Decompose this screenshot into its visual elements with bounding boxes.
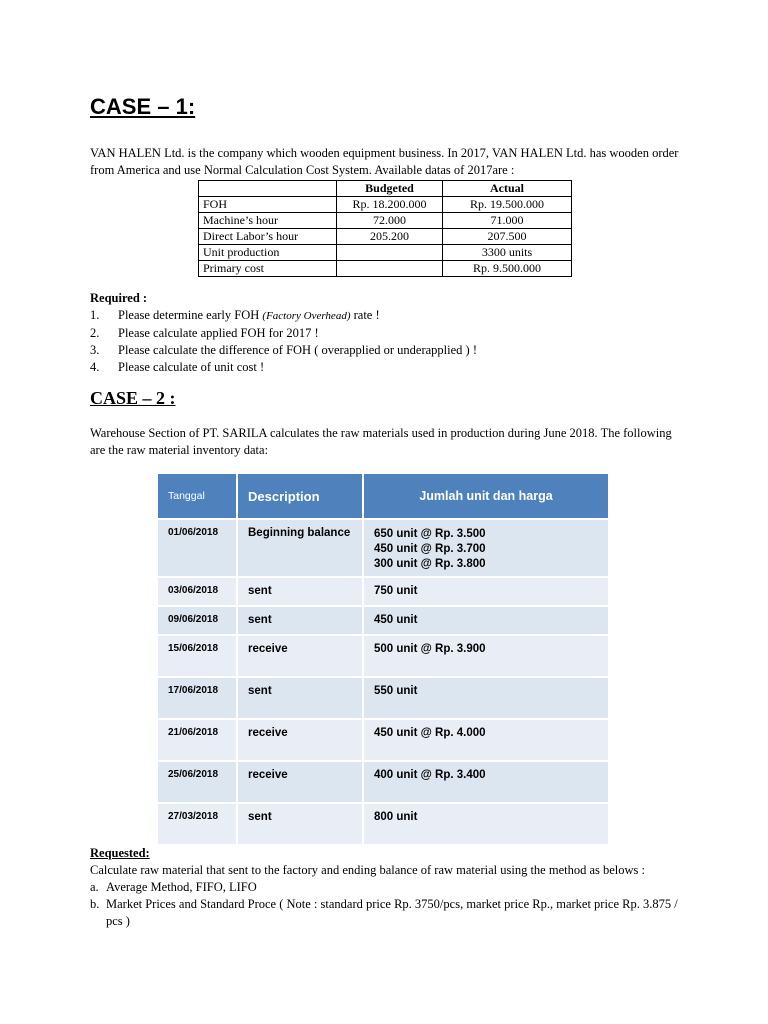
row-date: 15/06/2018 [158, 636, 238, 678]
list-item [90, 359, 477, 376]
row-description: receive [238, 720, 364, 762]
qty-line: 450 unit @ Rp. 3.700 [374, 543, 486, 555]
required-section [90, 290, 477, 376]
table-row [158, 636, 608, 678]
row-date: 27/03/2018 [158, 804, 238, 846]
row-description: receive [238, 636, 364, 678]
row-quantity: 400 unit @ Rp. 3.400 [364, 762, 608, 804]
row-description: sent [238, 578, 364, 607]
foh-header-actual: Actual [443, 181, 572, 197]
row-quantity: 800 unit [364, 804, 608, 846]
row-quantity: 750 unit [364, 578, 608, 607]
requested-title: Requested: [90, 846, 150, 860]
list-item [90, 325, 477, 342]
row-budgeted [337, 261, 443, 277]
row-quantity: 550 unit [364, 678, 608, 720]
table-row [199, 261, 572, 277]
foh-header-empty [199, 181, 337, 197]
row-actual: Rp. 9.500.000 [443, 261, 572, 277]
item-text: Please calculate the difference of FOH ( overapplied or underapplied ) ! [118, 343, 477, 357]
item-text: Market Prices and Standard Proce ( Note : standard price Rp. 3750/pcs, market price Rp., market price Rp. 3.875 / pcs ) [106, 897, 678, 928]
item-number: 3. [90, 343, 100, 357]
table-row [158, 678, 608, 720]
row-date: 01/06/2018 [158, 520, 238, 578]
row-description: sent [238, 678, 364, 720]
row-label: FOH [199, 197, 337, 213]
row-quantity: 500 unit @ Rp. 3.900 [364, 636, 608, 678]
case2-title: CASE – 2 : [90, 388, 176, 408]
table-row [199, 213, 572, 229]
foh-header-budgeted: Budgeted [337, 181, 443, 197]
table-row [158, 720, 608, 762]
row-budgeted: 205.200 [337, 229, 443, 245]
table-row [199, 229, 572, 245]
inventory-table [158, 474, 608, 846]
case2-intro: Warehouse Section of PT. SARILA calculates the raw materials used in production during June 2018. The following are the raw material inventory data: [90, 426, 672, 457]
row-label: Primary cost [199, 261, 337, 277]
list-item [90, 307, 477, 325]
requested-section [90, 845, 690, 930]
header-quantity: Jumlah unit dan harga [364, 474, 608, 520]
requested-list [90, 879, 690, 930]
case1-title: CASE – 1: [90, 94, 196, 119]
required-list [90, 307, 477, 376]
row-budgeted: 72.000 [337, 213, 443, 229]
row-date: 17/06/2018 [158, 678, 238, 720]
item-text: Average Method, FIFO, LIFO [106, 880, 257, 894]
list-item [90, 896, 690, 930]
table-row [199, 197, 572, 213]
item-letter: b. [90, 897, 100, 911]
table-row [158, 520, 608, 578]
table-row [158, 607, 608, 636]
row-actual: 207.500 [443, 229, 572, 245]
item-number: 2. [90, 326, 100, 340]
row-description: sent [238, 607, 364, 636]
item-text-before: Please determine early FOH [118, 308, 263, 322]
row-quantity: 450 unit [364, 607, 608, 636]
inventory-header [158, 474, 608, 520]
row-actual: 3300 units [443, 245, 572, 261]
item-number: 4. [90, 360, 100, 374]
table-row [199, 245, 572, 261]
foh-note: (Factory Overhead) [262, 310, 351, 322]
requested-intro: Calculate raw material that sent to the factory and ending balance of raw material using the method as belows : [90, 863, 646, 877]
foh-table-header [199, 181, 572, 197]
row-label: Direct Labor’s hour [199, 229, 337, 245]
table-row [158, 762, 608, 804]
header-date: Tanggal [158, 474, 238, 520]
row-description: Beginning balance [238, 520, 364, 578]
list-item [90, 342, 477, 359]
row-budgeted: Rp. 18.200.000 [337, 197, 443, 213]
header-description: Description [238, 474, 364, 520]
item-letter: a. [90, 880, 99, 894]
table-row [158, 804, 608, 846]
row-actual: Rp. 19.500.000 [443, 197, 572, 213]
list-item [90, 879, 690, 896]
row-quantity [364, 520, 608, 578]
item-text: Please calculate applied FOH for 2017 ! [118, 326, 319, 340]
row-label: Machine’s hour [199, 213, 337, 229]
qty-line: 300 unit @ Rp. 3.800 [374, 558, 486, 570]
item-number: 1. [90, 308, 100, 322]
row-date: 21/06/2018 [158, 720, 238, 762]
row-quantity: 450 unit @ Rp. 4.000 [364, 720, 608, 762]
row-label: Unit production [199, 245, 337, 261]
row-description: receive [238, 762, 364, 804]
row-date: 25/06/2018 [158, 762, 238, 804]
item-text: Please calculate of unit cost ! [118, 360, 265, 374]
qty-line: 650 unit @ Rp. 3.500 [374, 528, 486, 540]
row-date: 03/06/2018 [158, 578, 238, 607]
table-row [158, 578, 608, 607]
row-description: sent [238, 804, 364, 846]
row-date: 09/06/2018 [158, 607, 238, 636]
row-actual: 71.000 [443, 213, 572, 229]
case1-intro: VAN HALEN Ltd. is the company which wooden equipment business. In 2017, VAN HALEN Ltd. has wooden order from America and use Normal Calculation Cost System. Available datas of 2017are : [90, 146, 679, 177]
row-budgeted [337, 245, 443, 261]
foh-table [198, 180, 572, 277]
item-text-after: rate ! [350, 308, 380, 322]
required-title: Required : [90, 291, 148, 305]
